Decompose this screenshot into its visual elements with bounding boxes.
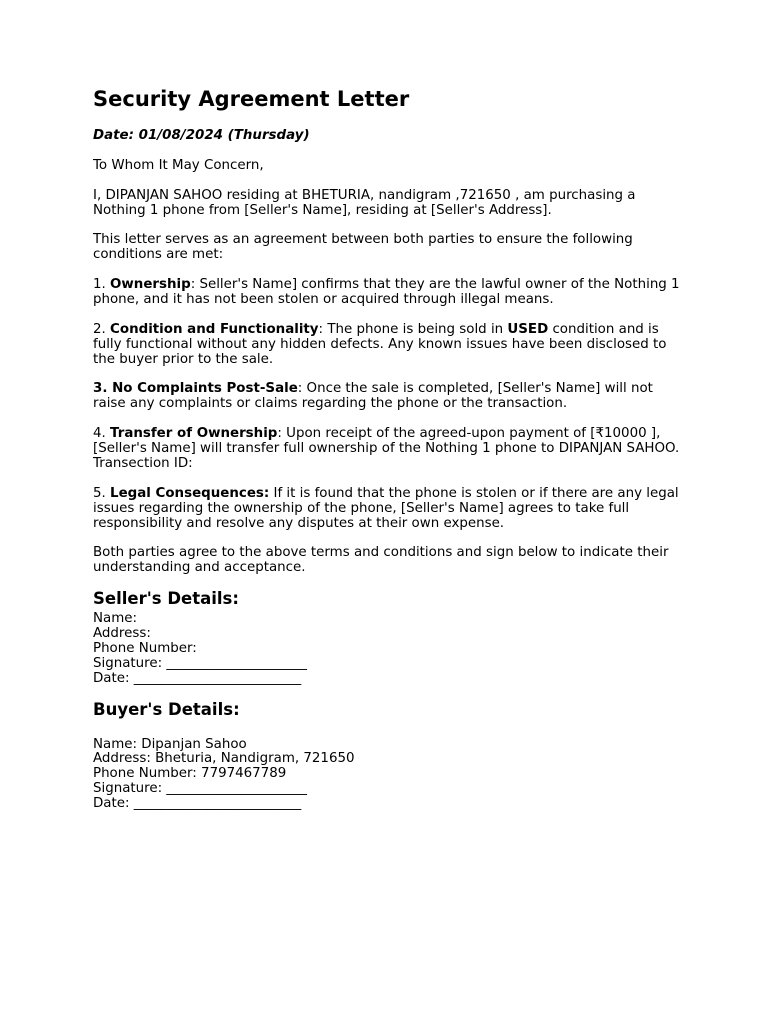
buyer-details: [93, 723, 683, 812]
intro-paragraph: I, DIPANJAN SAHOO residing at BHETURIA, nandigram ,721650 , am purchasing a Nothing 1 phone from [Seller's Name], residing at [Seller's Address].: [93, 187, 636, 218]
seller-phone: Phone Number:: [93, 640, 197, 656]
blank-line: [93, 723, 683, 738]
clause-heading: 3. No Complaints Post-Sale: [93, 381, 298, 397]
clause-text: If it is found that the phone is stolen or if there are any legal issues regarding the ownership of the phone, [Seller's Name] agrees to take full responsibility and resolve any disputes at their own expense.: [93, 485, 679, 531]
clause-text: : Seller's Name] confirms that they are the lawful owner of the Nothing 1 phone, and it has not been stolen or acquired through illegal means.: [93, 277, 680, 308]
clause-heading: Condition and Functionality: [110, 321, 319, 337]
closing-paragraph: Both parties agree to the above terms and conditions and sign below to indicate their understanding and acceptance.: [93, 545, 669, 576]
clause-transfer: [93, 427, 683, 472]
document-title: Security Agreement Letter: [93, 87, 410, 111]
clause-text: : Upon receipt of the agreed-upon payment of [₹10000 ], [Seller's Name] will transfer full ownership of the Nothing 1 phone to DIPANJAN SAHOO.: [93, 426, 680, 457]
clause-heading: Legal Consequences:: [110, 485, 270, 501]
clause-heading: Transfer of Ownership: [110, 426, 278, 442]
letter-page: [93, 86, 683, 825]
seller-date: Date: _________________________: [93, 670, 302, 686]
letter-date: Date: 01/08/2024 (Thursday): [93, 128, 310, 143]
clause-no-complaints: [93, 382, 683, 412]
seller-details: [93, 612, 683, 687]
clause-ownership: [93, 278, 683, 308]
buyer-date: Date: _________________________: [93, 796, 302, 812]
buyer-signature: Signature: _____________________: [93, 781, 307, 797]
salutation: To Whom It May Concern,: [93, 157, 264, 173]
clause-text: condition and is fully functional without any hidden defects. Any known issues have been disclosed to the buyer prior to the sale.: [93, 321, 667, 367]
clause-heading: Ownership: [110, 277, 191, 293]
seller-details-heading: Seller's Details:: [93, 589, 239, 609]
seller-name: Name:: [93, 611, 138, 627]
clause-condition: [93, 323, 683, 368]
clause-legal: [93, 487, 683, 532]
transaction-id-label: Transection ID:: [93, 455, 193, 471]
clause-text: : The phone is being sold in: [318, 321, 508, 337]
seller-signature: Signature: _____________________: [93, 655, 307, 671]
purpose-paragraph: This letter serves as an agreement between both parties to ensure the following conditions are met:: [93, 232, 633, 263]
buyer-name: Name: Dipanjan Sahoo: [93, 736, 247, 752]
clause-number: 4.: [93, 426, 111, 442]
clause-text: : Once the sale is completed, [Seller's Name] will not raise any complaints or claims regarding the phone or the transaction.: [93, 381, 653, 412]
seller-address: Address:: [93, 626, 151, 642]
clause-number: 2.: [93, 321, 111, 337]
buyer-phone: Phone Number: 7797467789: [93, 766, 287, 782]
buyer-address: Address: Bheturia, Nandigram, 721650: [93, 751, 355, 767]
clause-number: 1.: [93, 277, 111, 293]
buyer-details-heading: Buyer's Details:: [93, 699, 240, 719]
clause-number: 5.: [93, 485, 111, 501]
condition-emphasis: USED: [507, 321, 549, 337]
